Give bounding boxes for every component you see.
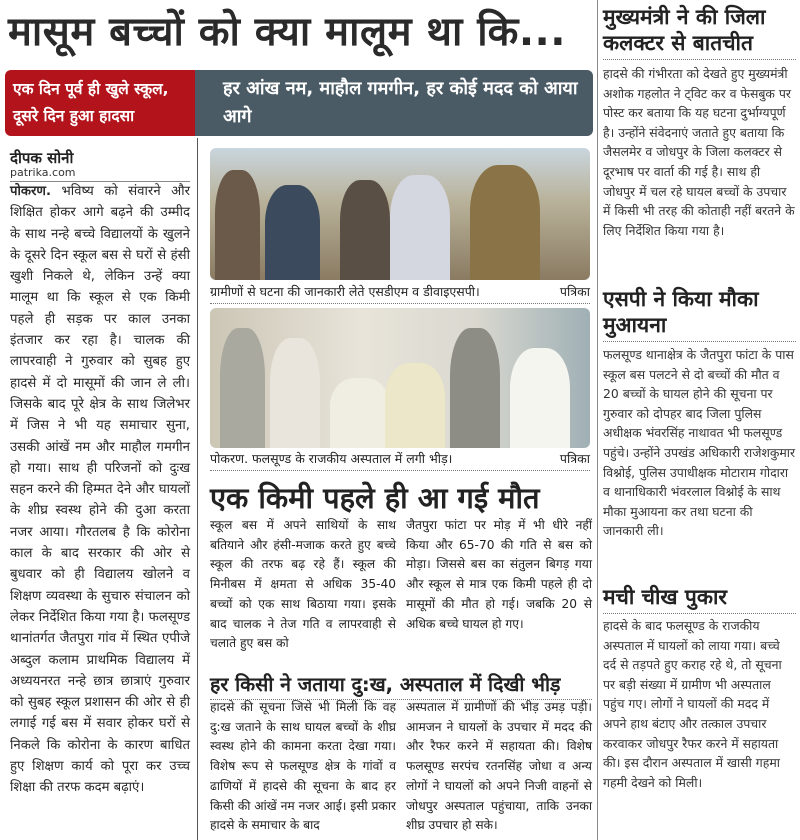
photo-caption <box>210 450 590 471</box>
banner-left: एक दिन पूर्व ही खुले स्कूल, दूसरे दिन हुआ हादसा <box>5 70 195 136</box>
sub-story-heading: हर किसी ने जताया दु:ख, अस्पताल में दिखी भीड़ <box>210 670 592 700</box>
byline-author: दीपक सोनी <box>10 149 74 167</box>
photo-officials <box>210 148 590 280</box>
column-divider <box>597 0 598 840</box>
left-article <box>10 181 190 799</box>
caption-text: ग्रामीणों से घटना की जानकारी लेते एसडीएम व डीवाइएसपी। <box>210 284 480 299</box>
banner-right: हर आंख नम, माहौल गमगीन, हर कोई मदद को आया आगे <box>195 70 593 136</box>
left-article-text: भविष्य को संवारने और शिक्षित होकर आगे बढ़ने की उम्मीद के साथ नन्हे बच्चे विद्यालयों के खुलने के दूसरे दिन स्कूल बस से घरों से हंसी खुशी निकले थे, लेकिन उन्हें क्या मालूम था कि स्कूल से एक किमी पहले ही सड़क पर काल उनका इंतजार कर रहा है। चालक की लापरवाही ने गुरुवार को सुबह हुए हादसे में दो मासूमों की जान ले ली। जिसके बाद पूरे क्षेत्र के साथ जिलेभर में जिस ने भी यह समाचार सुना, उसकी आंखें नम और माहौल गमगीन हो गया। साथ ही परिजनों को दुःख सहन करने की हिम्मत देने और घायलों के शीघ्र स्वस्थ होने की दुआ करता नजर आया। गौरतलब है कि कोरोना काल के बाद सरकार की ओर से बुधवार को ही विद्यालय खोलने व शिक्षण व्यवस्था के सुचारु संचालन को लेकर निर्देशित किया गया है। फलसूण्ड थानांतर्गत जैतपुरा गांव में स्थित एपीजे अब्दुल कलाम प्राथमिक विद्यालय में अध्ययनरत नन्हे छात्र छात्राएं गुरुवार को सुबह स्कूल प्रशासन की ओर से ही लगाई गई बस में सवार होकर घरों से निकले कि कोरोना के कारण बाधित हुए शिक्षण कार्य को पूरा कर उच्च शिक्षा की तरफ कदम बढ़ाएं। <box>10 184 190 796</box>
sidebar-heading-cm: मुख्यमंत्री ने की जिला कलक्टर से बातचीत <box>603 4 796 60</box>
story-heading: एक किमी पहले ही आ गई मौत <box>210 481 540 515</box>
sidebar-text-chaos: हादसे के बाद फलसूण्ड के राजकीय अस्पताल में घायलों को लाया गया। बच्चे दर्द से तड़पते हुए कराह रहे थे, तो सूचना पर बड़ी संख्या में ग्रामीण भी अस्पताल पहुंच गए। लोगों ने घायलों की मदद में अपने हाथ बंटाए और तत्काल उपचार करवाकर जोधपुर रैफर करने में सहायता की। इस दौरान अस्पताल में खासी गहमा गहमी देखने को मिली। <box>603 618 782 790</box>
main-story-col2: जैतपुरा फांटा पर मोड़ में भी धीरे नहीं किया और 65-70 की गति से बस को मोड़ा। जिससे बस का संतुलन बिगड़ गया और स्कूल से मात्र एक किमी पहले ही दो मासूमों की मौत हो गई। जबकि 20 से अधिक बच्चे घायल हो गए। <box>406 518 592 631</box>
sidebar-heading-chaos: मची चीख पुकार <box>603 584 796 614</box>
main-story-col1: स्कूल बस में अपने साथियों के साथ बतियाने और हंसी-मजाक करते हुए बच्चे स्कूल की तरफ बढ़ रहे हैं। स्कूल की मिनीबस में क्षमता से अधिक 35-40 बच्चों को एक साथ बिठाया गया। इसके बाद चालक ने तेज गति व लापरवाही से चलाते हुए बस को <box>210 518 396 651</box>
sidebar-text-sp: फलसूण्ड थानाक्षेत्र के जैतपुरा फांटा के पास स्कूल बस पलटने से दो बच्चों की मौत व 20 बच्चों के घायल होने की सूचना पर गुरुवार को दोपहर बाद जिला पुलिस अधीक्षक भंवरसिंह नाथावत भी फलसूण्ड पहुंचे। उन्होंने उपखंड अधिकारी राजेशकुमार विश्नोई, पुलिस उपाधीक्षक मोटाराम गोदारा व थानाधिकारी भंवरलाल विश्नोई के साथ मौका मुआयना कर तथा घटना की जानकारी ली। <box>603 347 796 539</box>
caption-text: पोकरण. फलसूण्ड के राजकीय अस्पताल में लगी भीड़। <box>210 451 453 466</box>
byline-source: patrika.com <box>10 166 190 182</box>
sidebar-text-cm: हादसे की गंभीरता को देखते हुए मुख्यमंत्री अशोक गहलोत ने ट्विट कर व फेसबुक पर पोस्ट कर बताया कि यह घटना दुर्भाग्यपूर्ण है। उन्होंने संवेदनाएं जताते हुए बताया कि जैसलमेर व जोधपुर के जिला कलक्टर से दूरभाष पर वार्ता की गई है। साथ ही जोधपुर में चल रहे घायल बच्चों के उपचार में किसी भी तरह की कोताही नहीं बरतने के लिए निर्देशित किया गया है। <box>603 66 795 238</box>
sub-story-col1: हादसे की सूचना जिसे भी मिली कि वह दु:ख जताने के साथ घायल बच्चों के शीघ्र स्वस्थ होने की कामना करता देखा गया। विशेष रूप से फलसूण्ड क्षेत्र के गांवों व ढाणियों में हादसे की सूचना के बाद हर किसी की आंखें नम नजर आई। इसी प्रकार हादसे के समाचार के बाद <box>210 700 396 833</box>
column-divider <box>197 138 198 840</box>
photo-credit: पत्रिका <box>559 284 590 299</box>
photo-credit: पत्रिका <box>559 451 590 466</box>
dateline: पोकरण. <box>10 184 51 199</box>
sub-story-col2: अस्पताल में ग्रामीणों की भीड़ उमड़ पड़ी। आमजन ने घायलों के उपचार में मदद की और रैफर करने में सहायता की। विशेष फलसूण्ड सरपंच रतनसिंह जोधा व अन्य लोगों ने घायलों को अपने निजी वाहनों से जोधपुर अस्पताल पहुंचाया, ताकि उनका शीघ्र उपचार हो सके। <box>406 700 592 833</box>
sidebar-heading-sp: एसपी ने किया मौका मुआयना <box>603 286 796 342</box>
headline: मासूम बच्चों को क्या मालूम था कि... <box>8 9 566 55</box>
photo-hospital <box>210 308 590 448</box>
photo-caption <box>210 283 590 304</box>
